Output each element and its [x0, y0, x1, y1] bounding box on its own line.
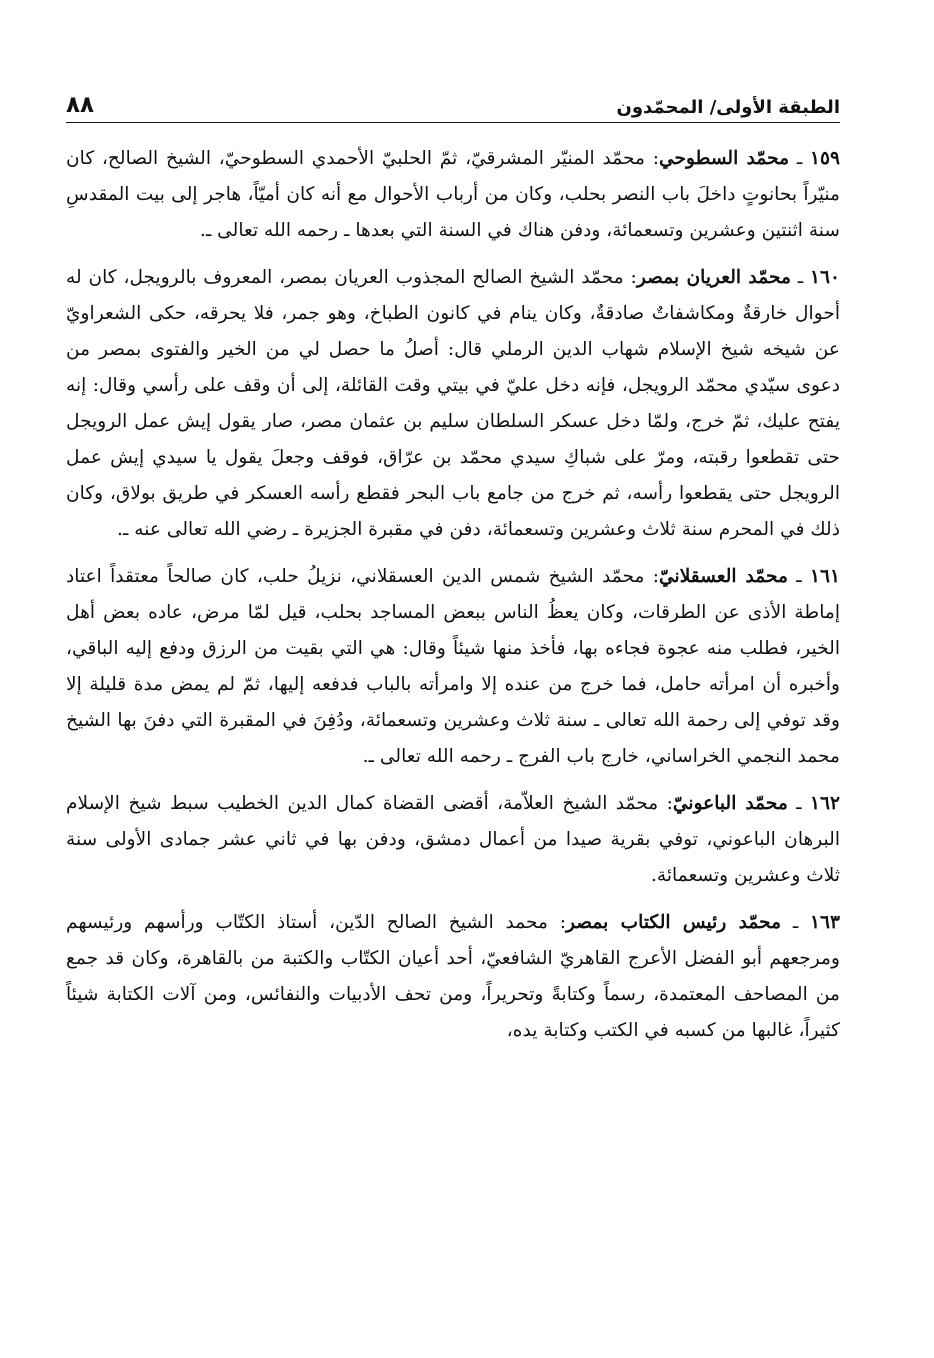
entry-162: ١٦٢ ـ محمّد الباعونيّ: محمّد الشيخ العلاّمة، أقضى القضاة كمال الدين الخطيب سبط شيخ الإسلام البرهان الباعوني، توفي بقرية صيدا من أعمال دمشق، ودفن بها في ثاني عشر جمادى الأولى سنة ثلاث وعشرين وتسعمائة. — [66, 793, 840, 886]
entry-160: ١٦٠ ـ محمّد العريان بمصر: محمّد الشيخ الصالح المجذوب العريان بمصر، المعروف بالرويجل، كان له أحوال خارقةٌ ومكاشفاتٌ صادقةٌ، وكان ينام في كانون الطباخ، وهو جمر، فلا يحرقه، حكى الشعراويّ عن شيخه شيخ الإسلام شهاب الدين الرملي قال: أصلُ ما حصل لي من الخير والفتوى بمصر من دعوى سيّدي محمّد الرويجل، فإنه دخل عليّ في بيتي وقت القائلة، إلى أن وقف على رأسي وقال: إنه يفتح عليك، ثمّ خرج، ولمّا دخل عسكر السلطان سليم بن عثمان مصر، صار يقول إيش عمل الرويجل حتى تقطعوا رقبته، ومرّ على شباكِ سيدي محمّد بن عرّاق، فوقف وجعلَ يقول يا سيدي إيش عمل الرويجل حتى يقطعوا رأسه، ثم خرج من جامع باب البحر فقطع رأسه العسكر في طريق بولاق، وكان ذلك في المحرم سنة ثلاث وعشرين وتسعمائة، دفن في مقبرة الجزيرة ـ رضي الله تعالى عنه ـ. — [66, 267, 840, 540]
page-header — [66, 82, 840, 123]
entry-number: ١٥٩ — [810, 148, 841, 169]
entry-name: محمّد الباعونيّ — [672, 793, 788, 814]
entry-name: محمّد رئيس الكتاب بمصر — [566, 912, 782, 933]
page-number: ٨٨ — [66, 92, 95, 118]
entry-name: محمّد العسقلانيّ — [659, 566, 788, 587]
entry-name: محمّد السطوحي — [658, 148, 790, 169]
entry-text: محمّد الشيخ العلاّمة، أقضى القضاة كمال الدين الخطيب سبط شيخ الإسلام البرهان الباعوني، توفي بقرية صيدا من أعمال دمشق، ودفن بها في ثاني عشر جمادى الأولى سنة ثلاث وعشرين وتسعمائة. — [66, 793, 840, 886]
entry-text: محمّد الشيخ الصالح المجذوب العريان بمصر، المعروف بالرويجل، كان له أحوال خارقةٌ ومكاشفاتٌ صادقةٌ، وكان ينام في كانون الطباخ، وهو جمر، فلا يحرقه، حكى الشعراويّ عن شيخه شيخ الإسلام شهاب الدين الرملي قال: أصلُ ما حصل لي من الخير والفتوى بمصر من دعوى سيّدي محمّد الرويجل، فإنه دخل عليّ في بيتي وقت القائلة، إلى أن وقف على رأسي وقال: إنه يفتح عليك، ثمّ خرج، ولمّا دخل عسكر السلطان سليم بن عثمان مصر، صار يقول إيش عمل الرويجل حتى تقطعوا رقبته، ومرّ على شباكِ سيدي محمّد بن عرّاق، فوقف وجعلَ يقول يا سيدي إيش عمل الرويجل حتى يقطعوا رأسه، ثم خرج من جامع باب البحر فقطع رأسه العسكر في طريق بولاق، وكان ذلك في المحرم سنة ثلاث وعشرين وتسعمائة، دفن في مقبرة الجزيرة ـ رضي الله تعالى عنه ـ. — [66, 267, 840, 540]
entry-161: ١٦١ ـ محمّد العسقلانيّ: محمّد الشيخ شمس الدين العسقلاني، نزيلُ حلب، كان صالحاً معتقداً اعتاد إماطة الأذى عن الطرقات، وكان يعظُ الناس ببعض المساجد بحلب، قيل لمّا مرض، عاده بعض أهل الخير، فطلب منه عجوة فجاءه بها، فأخذ منها شيئاً وقال: هي التي بقيت من الرزق ودفع إليه الباقي، وأخبره أن امرأته حامل، فما خرج من عنده إلا وامرأته بالباب فدفعه إليها، ثمّ لم يمض مدة قليلة إلا وقد توفي إلى رحمة الله تعالى ـ سنة ثلاث وعشرين وتسعمائة، ودُفِنَ في المقبرة التي دفنَ بها الشيخ محمد النجمي الخراساني، خارج باب الفرج ـ رحمه الله تعالى ـ. — [66, 566, 841, 767]
entry-159: ١٥٩ ـ محمّد السطوحي: محمّد المنيّر المشرقيّ، ثمّ الحلبيّ الأحمدي السطوحيّ، الشيخ الصالح، كان منيّراً بحانوتٍ داخلَ باب النصر بحلب، وكان من أرباب الأحوال مع أنه كان أميّاً، هاجر إلى بيت المقدسِ سنة اثنتين وعشرين وتسعمائة، ودفن هناك في السنة التي بعدها ـ رحمه الله تعالى ـ. — [66, 148, 841, 241]
entry-163: ١٦٣ ـ محمّد رئيس الكتاب بمصر: محمد الشيخ الصالح الدّين، أستاذ الكتّاب ورأسهم ورئيسهم ومرجعهم أبو الفضل الأعرج القاهريّ الشافعيّ، أحد أعيان الكتّاب والكتبة من بالقاهرة، وكان قد جمع من المصاحف المعتمدة، رسماً وكتابةً وتحريراً، ومن تحف الأدبيات والنفائس، ومن آلات الكتابة شيئاً كثيراً، غالبها من كسبه في الكتب وكتابة يده، — [66, 912, 840, 1041]
running-title: الطبقة الأولى/ المحمّدون — [616, 97, 840, 118]
entry-number: ١٦٣ — [810, 912, 840, 933]
entry-number: ١٦٠ — [810, 267, 840, 288]
entries-body — [66, 141, 840, 1049]
entry-text: محمد الشيخ الصالح الدّين، أستاذ الكتّاب ورأسهم ورئيسهم ومرجعهم أبو الفضل الأعرج القاهريّ الشافعيّ، أحد أعيان الكتّاب والكتبة من بالقاهرة، وكان قد جمع من المصاحف المعتمدة، رسماً وكتابةً وتحريراً، ومن تحف الأدبيات والنفائس، ومن آلات الكتابة شيئاً كثيراً، غالبها من كسبه في الكتب وكتابة يده، — [66, 912, 840, 1041]
entry-number: ١٦١ — [810, 566, 841, 587]
entry-text: محمّد المنيّر المشرقيّ، ثمّ الحلبيّ الأحمدي السطوحيّ، الشيخ الصالح، كان منيّراً بحانوتٍ داخلَ باب النصر بحلب، وكان من أرباب الأحوال مع أنه كان أميّاً، هاجر إلى بيت المقدسِ سنة اثنتين وعشرين وتسعمائة، ودفن هناك في السنة التي بعدها ـ رحمه الله تعالى ـ. — [66, 148, 840, 241]
entry-text: محمّد الشيخ شمس الدين العسقلاني، نزيلُ حلب، كان صالحاً معتقداً اعتاد إماطة الأذى عن الطرقات، وكان يعظُ الناس ببعض المساجد بحلب، قيل لمّا مرض، عاده بعض أهل الخير، فطلب منه عجوة فجاءه بها، فأخذ منها شيئاً وقال: هي التي بقيت من الرزق ودفع إليه الباقي، وأخبره أن امرأته حامل، فما خرج من عنده إلا وامرأته بالباب فدفعه إليها، ثمّ لم يمض مدة قليلة إلا وقد توفي إلى رحمة الله تعالى ـ سنة ثلاث وعشرين وتسعمائة، ودُفِنَ في المقبرة التي دفنَ بها الشيخ محمد النجمي الخراساني، خارج باب الفرج ـ رحمه الله تعالى ـ. — [66, 566, 840, 767]
entry-name: محمّد العريان بمصر — [636, 267, 791, 288]
entry-number: ١٦٢ — [810, 793, 840, 814]
